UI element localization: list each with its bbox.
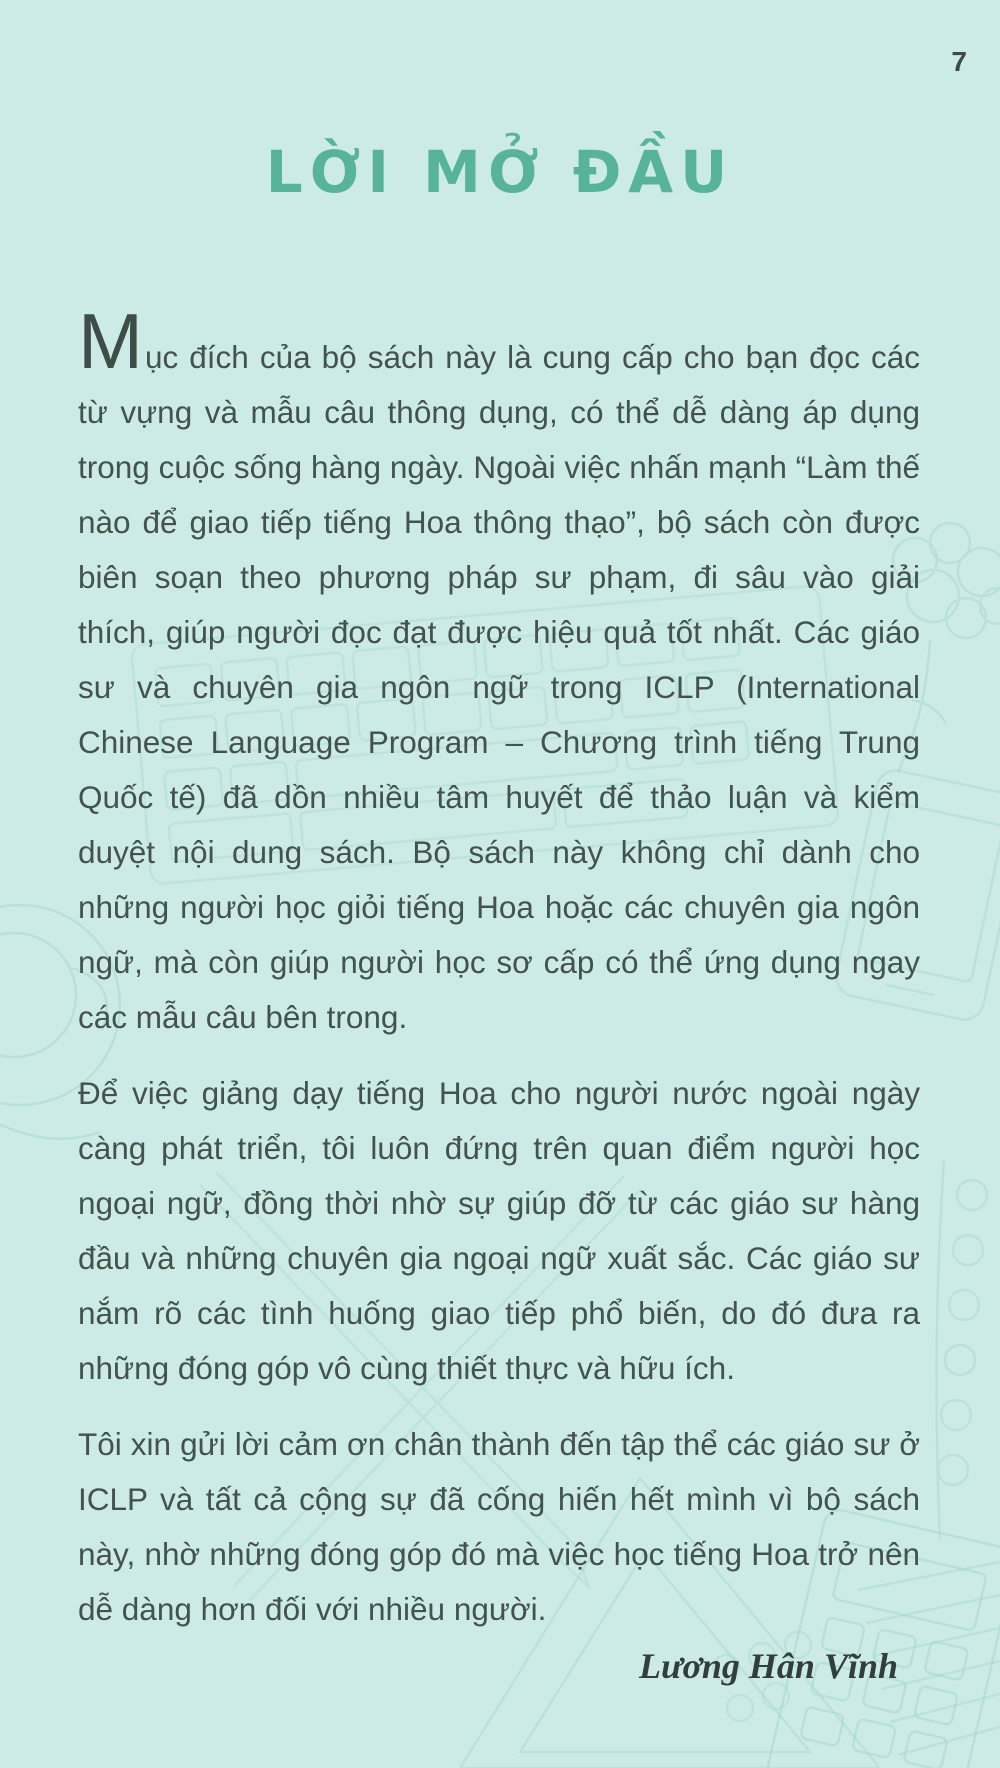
paragraph-2: Để việc giảng dạy tiếng Hoa cho người nước ngoài ngày càng phát triển, tôi luôn đứng trên quan điểm người học ngoại ngữ, đồng thời nhờ sự giúp đỡ từ các giáo sư hàng đầu và những chuyên gia ngoại ngữ xuất sắc. Các giáo sư nắm rõ các tình huống giao tiếp phổ biến, do đó đưa ra những đóng góp vô cùng thiết thực và hữu ích.: [78, 1075, 920, 1386]
spiral-notebook-icon: [937, 1160, 987, 1540]
paragraph-1-text: ục đích của bộ sách này là cung cấp cho bạn đọc các từ vựng và mẫu câu thông dụng, có thể dễ dàng áp dụng trong cuộc sống hàng ngày. Ngoài việc nhấn mạnh “Làm thế nào để giao tiếp tiếng Hoa thông thạo”, bộ sách còn được biên soạn theo phương pháp sư phạm, đi sâu vào giải thích, giúp người đọc đạt được hiệu quả tốt nhất. Các giáo sư và chuyên gia ngôn ngữ trong ICLP (International Chinese Language Program – Chương trình tiếng Trung Quốc tế) đã dồn nhiều tâm huyết để thảo luận và kiểm duyệt nội dung sách. Bộ sách này không chỉ dành cho những người học giỏi tiếng Hoa hoặc các chuyên gia ngôn ngữ, mà còn giúp người học sơ cấp có thể ứng dụng ngay các mẫu câu bên trong.: [78, 339, 920, 1035]
page-title: LỜI MỞ ĐẦU: [265, 138, 735, 206]
page-number: 7: [951, 46, 967, 77]
preface-body: [78, 297, 920, 1658]
drop-cap: M: [78, 297, 145, 385]
paragraph-3: Tôi xin gửi lời cảm ơn chân thành đến tập thể các giáo sư ở ICLP và tất cả cộng sự đã cống hiến hết mình vì bộ sách này, nhờ những đóng góp đó mà việc học tiếng Hoa trở nên dễ dàng hơn đối với nhiều người.: [78, 1426, 920, 1627]
paragraph-1: [78, 297, 920, 1045]
author-signature: Lương Hân Vĩnh: [639, 1646, 898, 1686]
